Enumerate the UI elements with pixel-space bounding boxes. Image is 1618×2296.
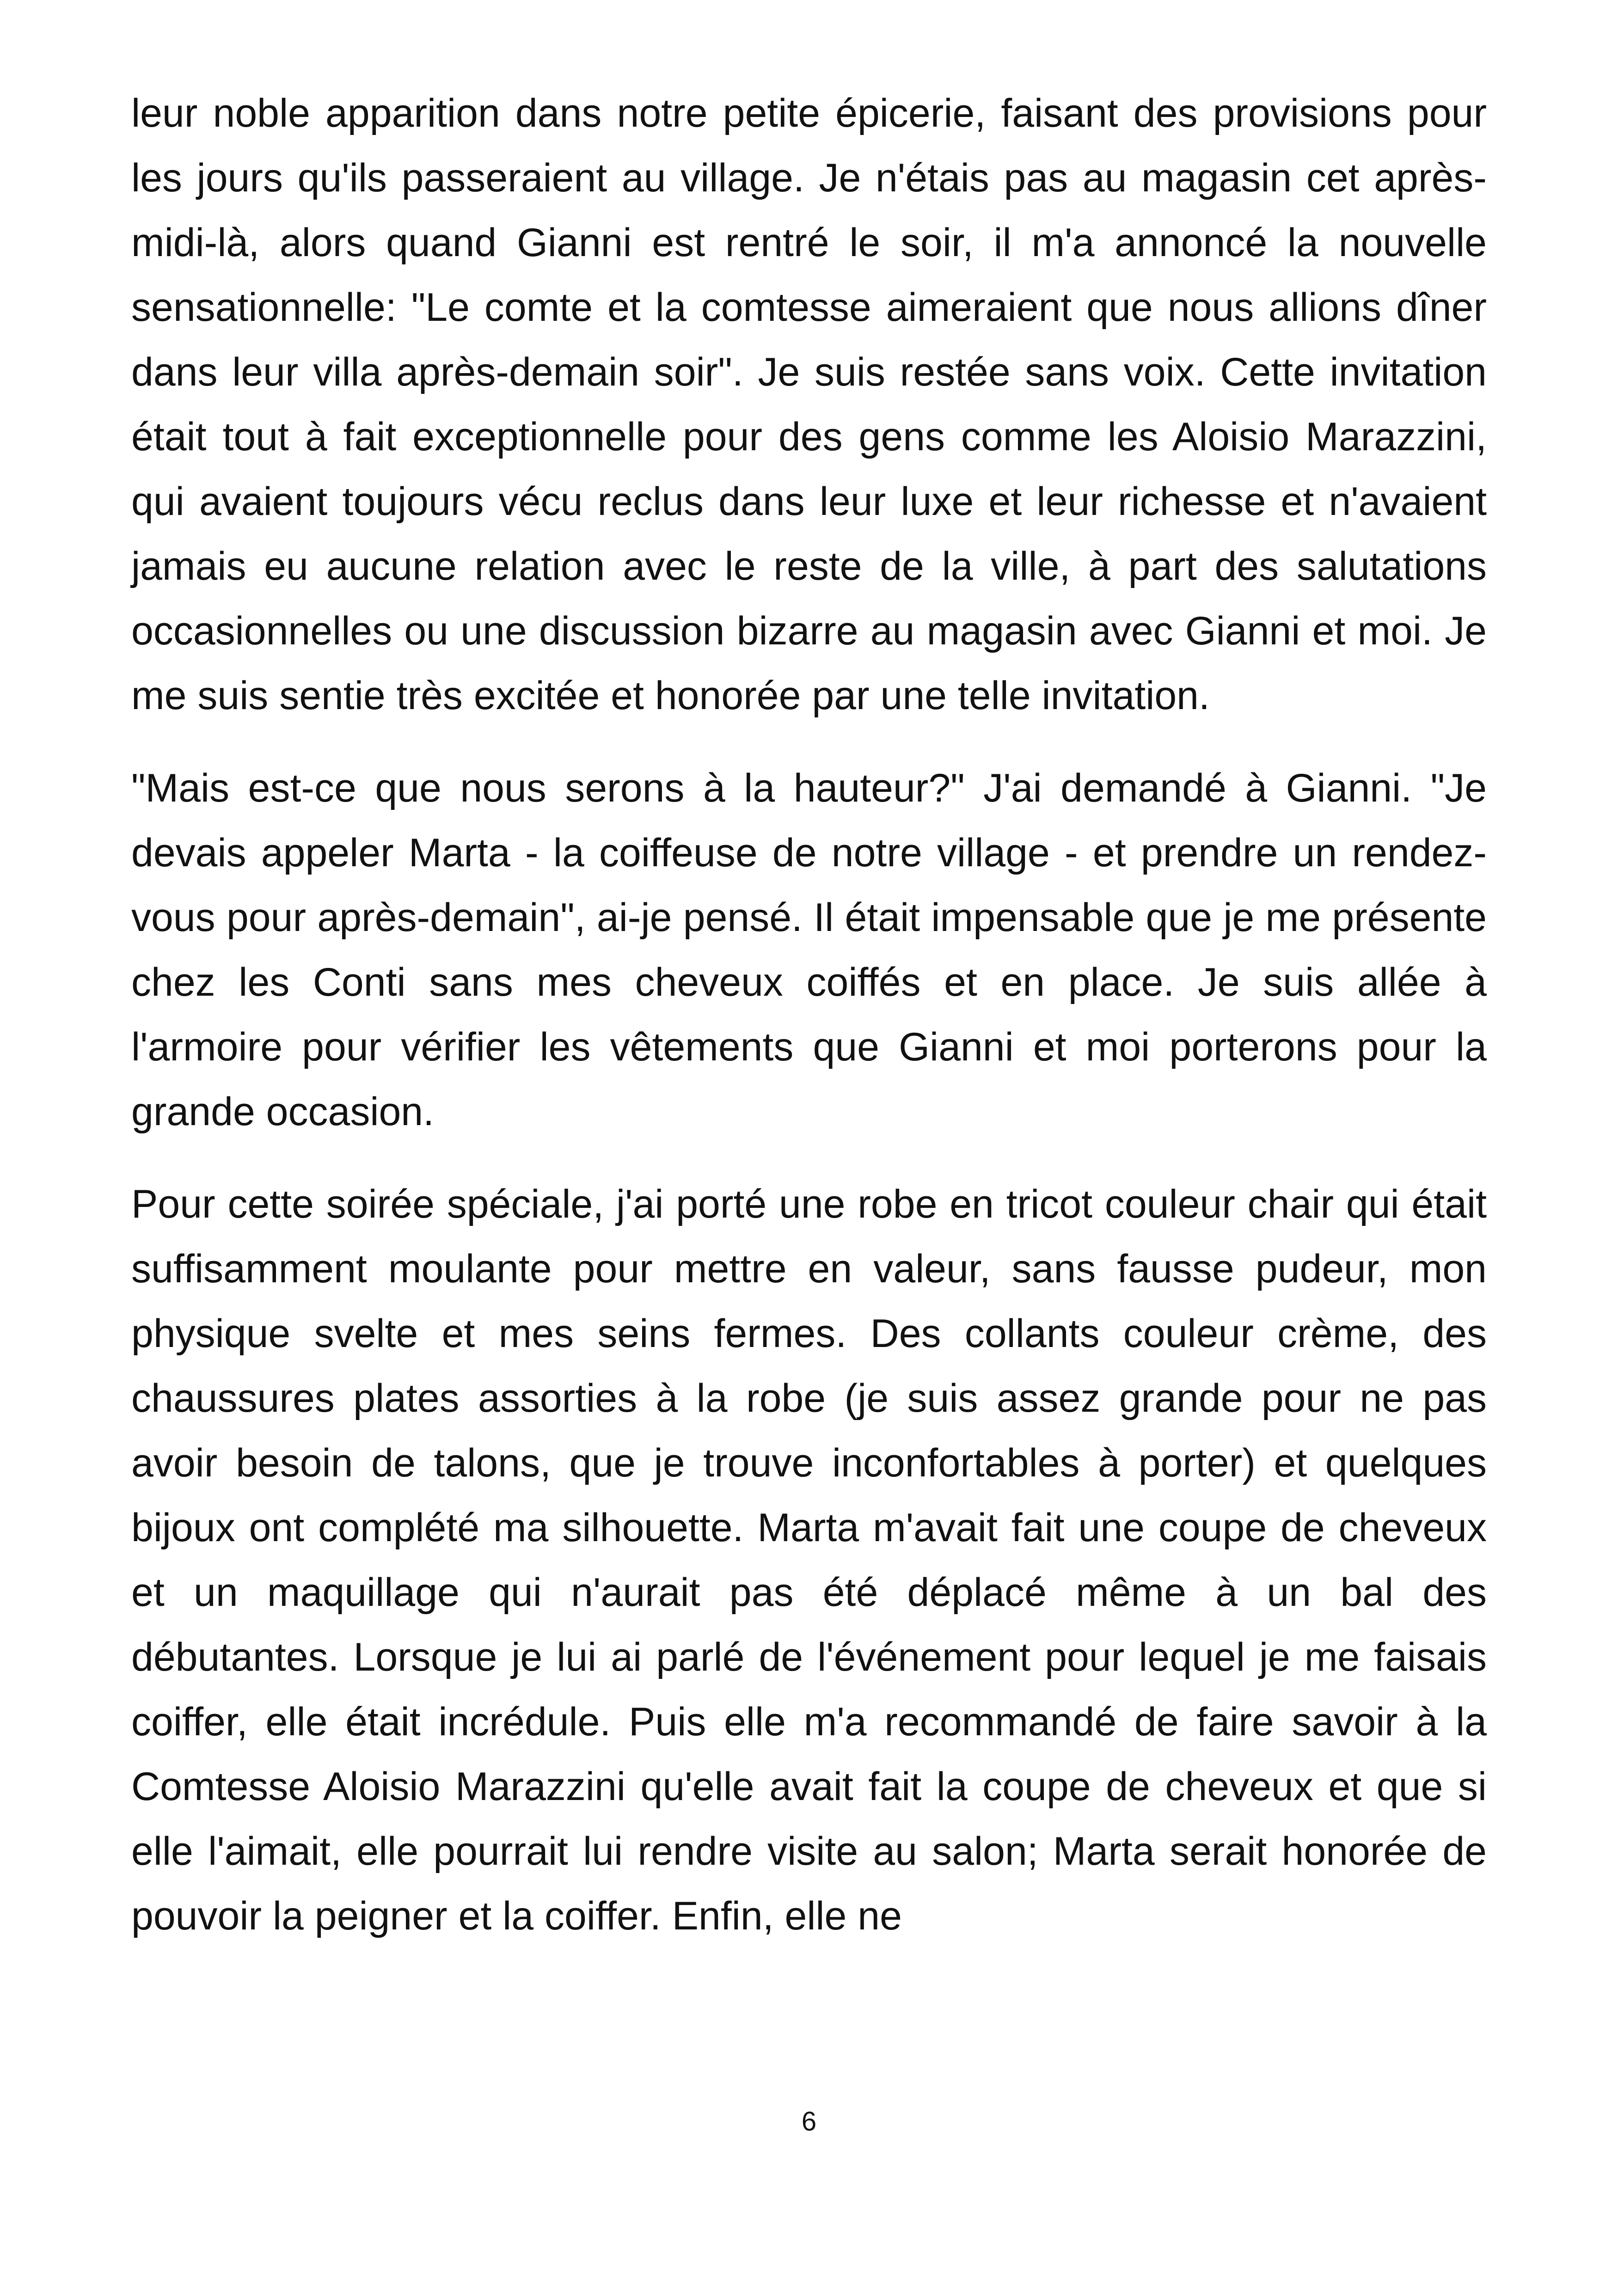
paragraph-1: leur noble apparition dans notre petite épicerie, faisant des provisions pour les jours qu'ils passeraient au village. Je n'étais pas au magasin cet après-midi-là, alors quand Gianni est rentré le soir, il m'a annoncé la nouvelle sensationnelle: "Le comte et la comtesse aimeraient que nous allions dîner dans leur villa après-demain soir". Je suis restée sans voix. Cette invitation était tout à fait exceptionnelle pour des gens comme les Aloisio Marazzini, qui avaient toujours vécu reclus dans leur luxe et leur richesse et n'avaient jamais eu aucune relation avec le reste de la ville, à part des salutations occasionnelles ou une discussion bizarre au magasin avec Gianni et moi. Je me suis sentie très excitée et honorée par une telle invitation. [131, 91, 1487, 718]
paragraph-3: Pour cette soirée spéciale, j'ai porté une robe en tricot couleur chair qui était suffisamment moulante pour mettre en valeur, sans fausse pudeur, mon physique svelte et mes seins fermes. Des collants couleur crème, des chaussures plates assorties à la robe (je suis assez grande pour ne pas avoir besoin de talons, que je trouve inconfortables à porter) et quelques bijoux ont complété ma silhouette. Marta m'avait fait une coupe de cheveux et un maquillage qui n'aurait pas été déplacé même à un bal des débutantes. Lorsque je lui ai parlé de l'événement pour lequel je me faisais coiffer, elle était incrédule. Puis elle m'a recommandé de faire savoir à la Comtesse Aloisio Marazzini qu'elle avait fait la coupe de cheveux et que si elle l'aimait, elle pourrait lui rendre visite au salon; Marta serait honorée de pouvoir la peigner et la coiffer. Enfin, elle ne [131, 1182, 1487, 1938]
paragraph-2: "Mais est-ce que nous serons à la hauteur?" J'ai demandé à Gianni. "Je devais appeler Marta - la coiffeuse de notre village - et prendre un rendez-vous pour après-demain", ai-je pensé. Il était impensable que je me présente chez les Conti sans mes cheveux coiffés et en place. Je suis allée à l'armoire pour vérifier les vêtements que Gianni et moi porterons pour la grande occasion. [131, 766, 1487, 1134]
page-body [131, 81, 1487, 1948]
page-number: 6 [801, 2106, 817, 2137]
